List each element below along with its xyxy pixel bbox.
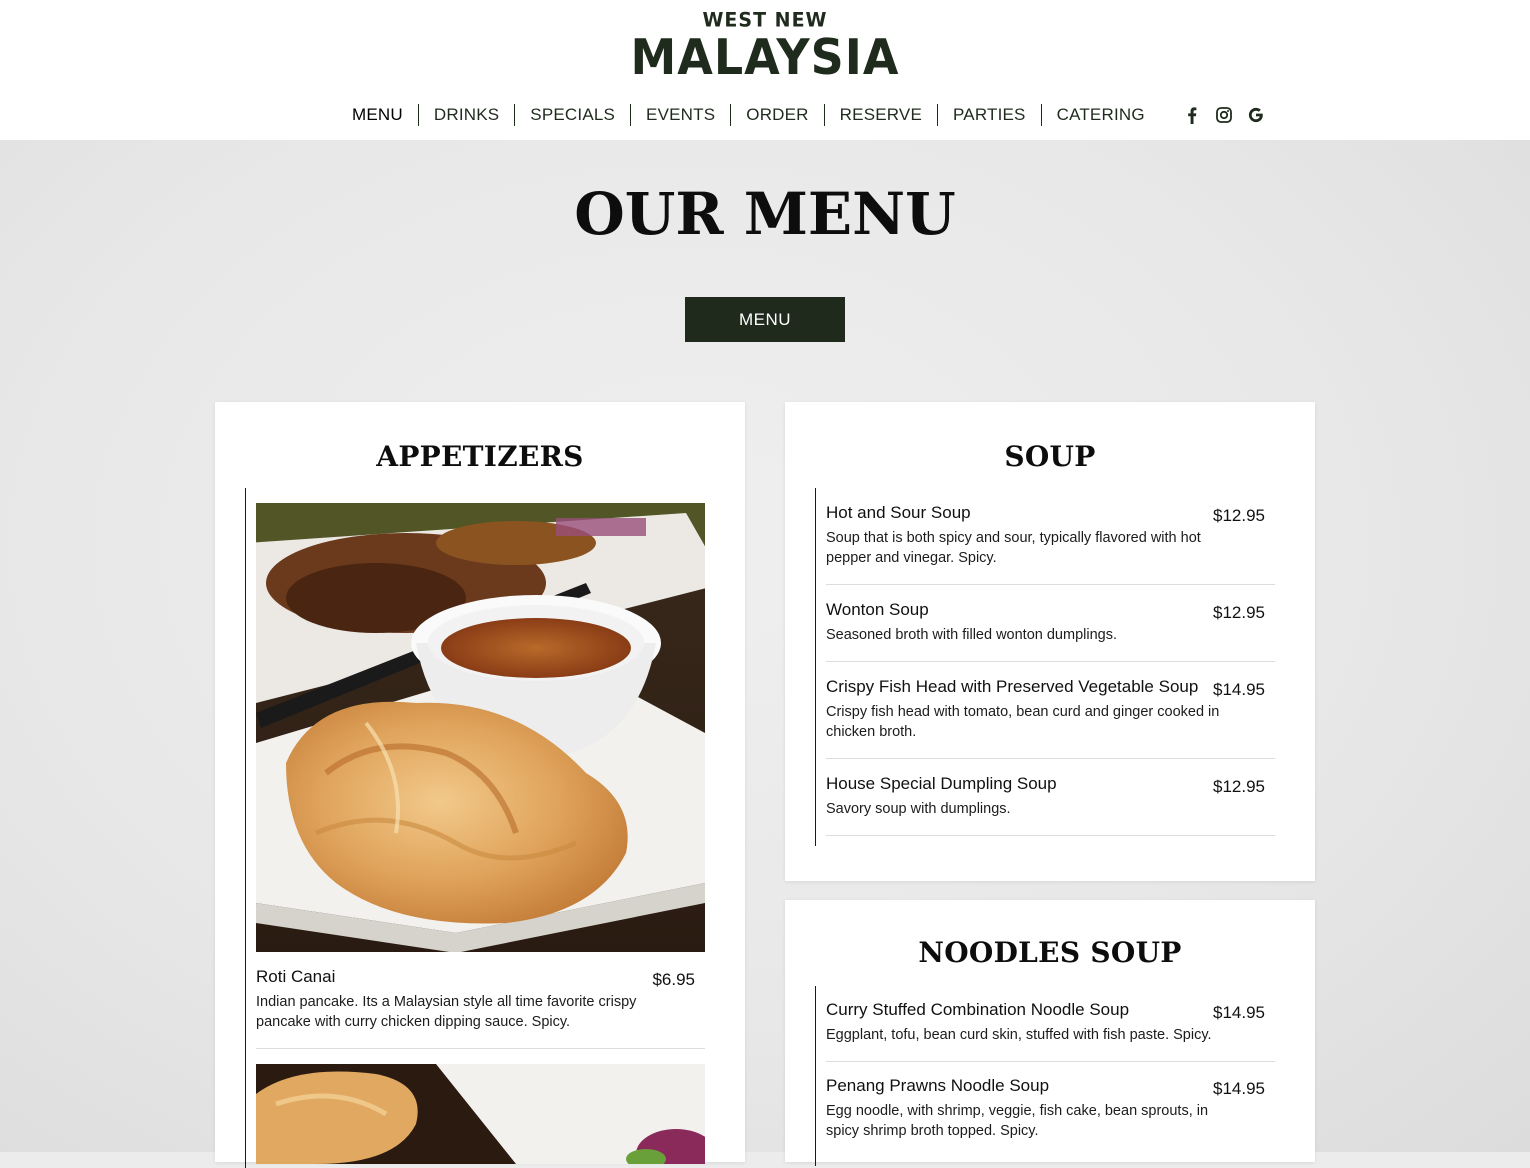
menu-item-description-line: chicken broth. [826,724,917,740]
brand-logo[interactable] [0,8,1530,86]
menu-item-divider [826,758,1275,759]
menu-item-price: $14.95 [1213,1079,1265,1098]
menu-item-divider [826,1061,1275,1062]
page-title: OUR MENU [574,180,956,248]
nav-item-events[interactable]: EVENTS [630,104,730,126]
menu-item-price: $12.95 [1213,506,1265,525]
soup-rule [815,488,816,846]
roti-canai-photo [256,503,705,952]
brand-logo-line1: WEST NEW [702,8,828,32]
menu-item-price: $6.95 [652,970,695,989]
menu-item [826,1075,1275,1145]
appetizers-card [215,402,745,1162]
menu-item-price: $12.95 [1213,603,1265,622]
menu-item-name: Hot and Sour Soup [826,503,971,522]
soup-title: SOUP [1004,440,1096,473]
nav-item-parties[interactable]: PARTIES [937,104,1041,126]
menu-item-divider [256,1048,705,1049]
menu-item-price: $12.95 [1213,777,1265,796]
menu-item-name: Wonton Soup [826,600,929,619]
site-header [0,0,1530,140]
social-links [1176,104,1272,126]
menu-item-description-line: Crispy fish head with tomato, bean curd and ginger cooked in [826,704,1220,720]
appetizers-title: APPETIZERS [376,440,584,473]
nav-item-reserve[interactable]: RESERVE [824,104,937,126]
menu-item-description [256,992,636,1032]
instagram-icon[interactable] [1213,104,1235,126]
menu-item-description-line: Seasoned broth with filled wonton dumplings. [826,627,1117,643]
appetizers-rule [245,488,246,1168]
menu-item-description-line: Savory soup with dumplings. [826,801,1011,817]
menu-item-name: Curry Stuffed Combination Noodle Soup [826,1000,1130,1019]
menu-item-description-line: pancake with curry chicken dipping sauce. Spicy. [256,1014,571,1030]
menu-item-description-line: pepper and vinegar. Spicy. [826,550,997,566]
menu-item [826,999,1275,1049]
menu-item [826,599,1275,649]
menu-item-divider [826,584,1275,585]
noodles-soup-rule [815,986,816,1166]
main-nav [337,103,1272,127]
menu-item-description [826,1025,1212,1045]
menu-item-name: House Special Dumpling Soup [826,774,1057,793]
menu-item [826,502,1275,572]
menu-item-description [826,702,1219,742]
menu-item [826,773,1275,823]
menu-item-description-line: Egg noodle, with shrimp, veggie, fish cake, bean sprouts, in [826,1103,1209,1119]
menu-item-description [826,799,1011,819]
nav-item-specials[interactable]: SPECIALS [514,104,630,126]
menu-item-price: $14.95 [1213,680,1265,699]
menu-button[interactable]: MENU [685,297,845,342]
menu-item-description [826,1101,1208,1141]
menu-item-description-line: spicy shrimp broth topped. Spicy. [826,1123,1039,1139]
nav-item-menu[interactable]: MENU [352,105,403,124]
menu-item-price: $14.95 [1213,1003,1265,1022]
menu-item-description-line: Soup that is both spicy and sour, typically flavored with hot [826,530,1201,546]
menu-item [826,676,1275,746]
menu-item-description-line: Eggplant, tofu, bean curd skin, stuffed with fish paste. Spicy. [826,1027,1212,1043]
menu-item-divider [826,661,1275,662]
soup-card [785,402,1315,881]
noodles-soup-title: NOODLES SOUP [918,936,1182,969]
menu-item-description-line: Indian pancake. Its a Malaysian style all time favorite crispy [256,994,637,1010]
appetizer-photo [256,1064,705,1164]
nav-item-order[interactable]: ORDER [730,104,823,126]
menu-item-divider [826,835,1275,836]
facebook-icon[interactable] [1181,104,1203,126]
nav-item-catering[interactable]: CATERING [1041,104,1160,126]
menu-item [256,966,705,1046]
menu-item-name: Crispy Fish Head with Preserved Vegetable Soup [826,677,1199,696]
brand-logo-line2: MALAYSIA [630,28,900,86]
menu-item-name: Penang Prawns Noodle Soup [826,1076,1050,1095]
nav-item-drinks[interactable]: DRINKS [418,104,514,126]
menu-item-description [826,625,1117,645]
menu-item-name: Roti Canai [256,967,336,986]
noodles-soup-card [785,900,1315,1162]
google-icon[interactable] [1245,104,1267,126]
menu-item-description [826,528,1201,568]
